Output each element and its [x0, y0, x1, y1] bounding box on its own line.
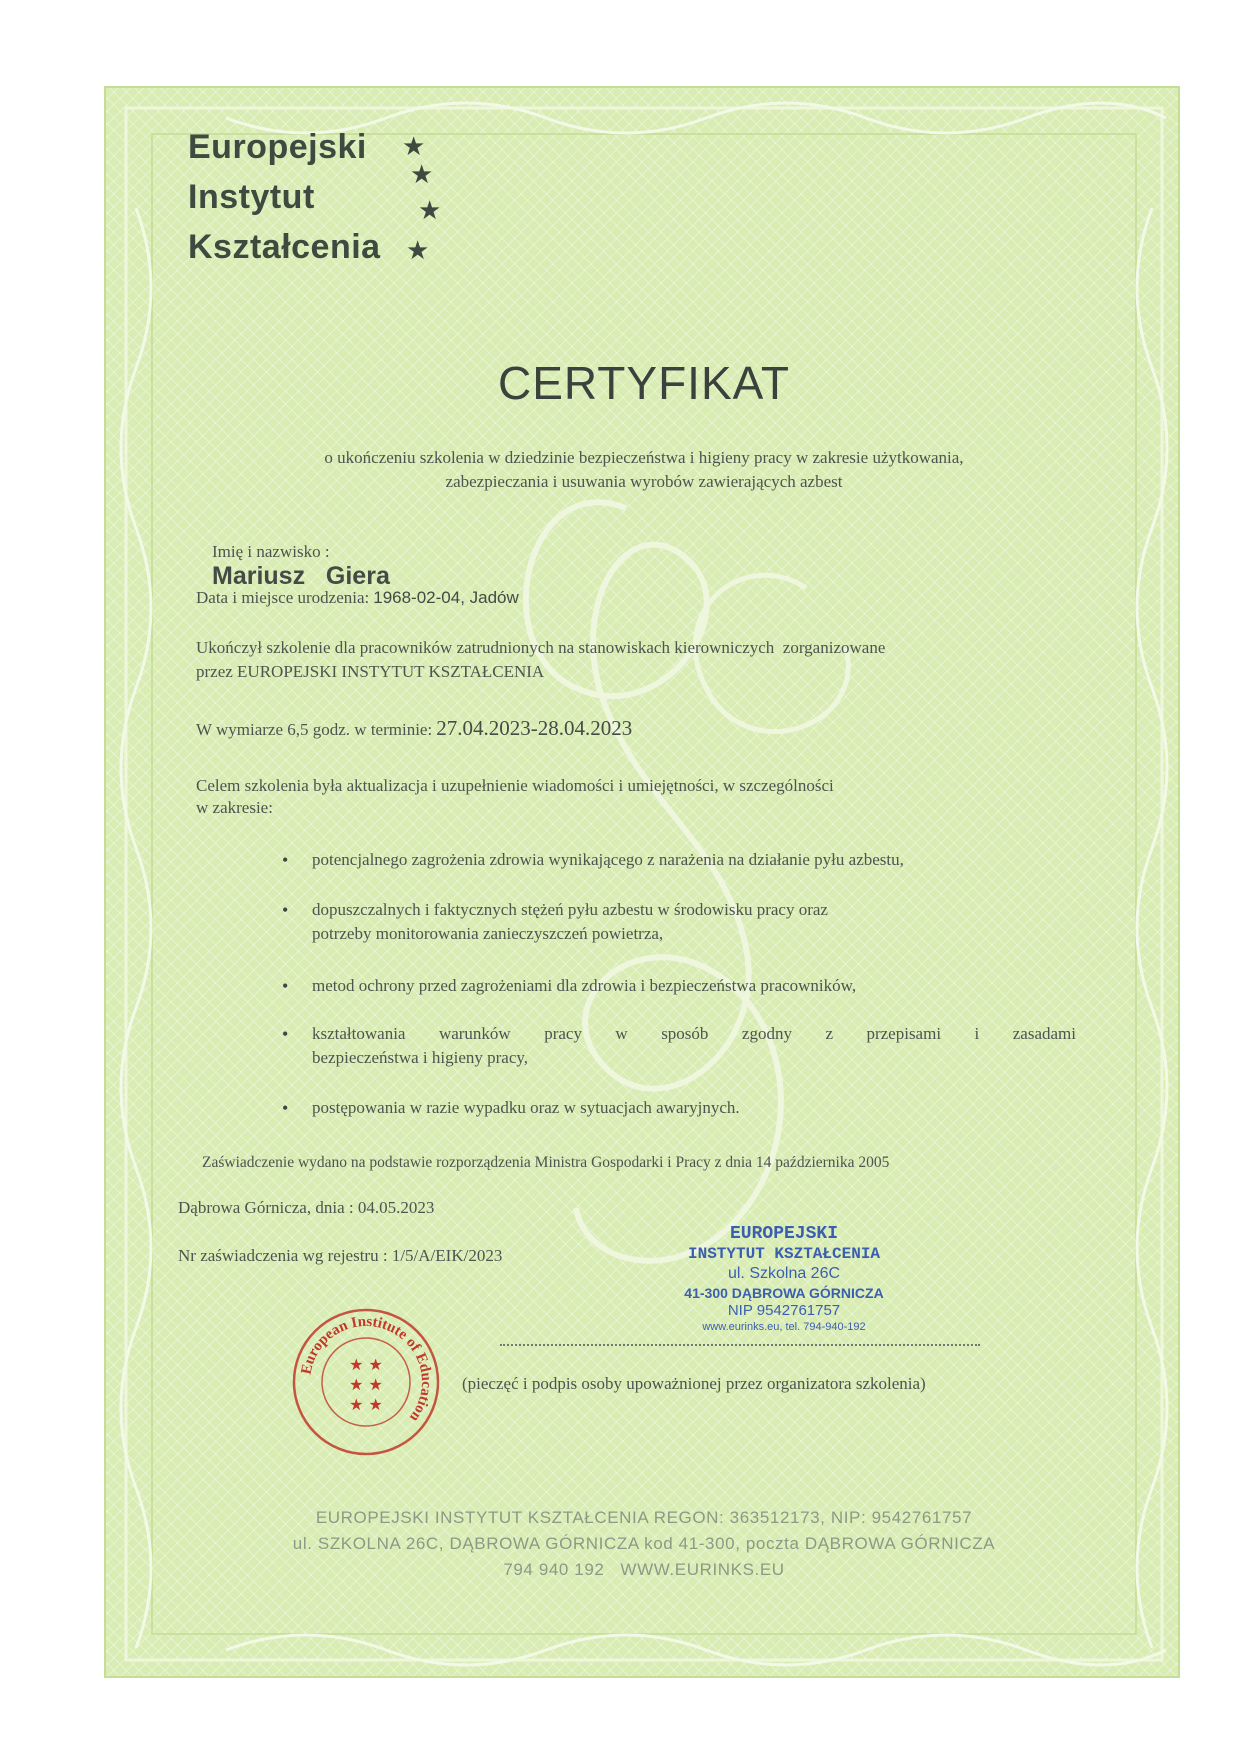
seal-star-icon: ★ ★	[349, 1355, 383, 1374]
footer-line-1: EUROPEJSKI INSTYTUT KSZTAŁCENIA REGON: 363512173, NIP: 9542761757	[315, 1508, 973, 1527]
logo-star-icon: ★	[406, 236, 430, 265]
stamp-line-1: EUROPEJSKI	[729, 1224, 839, 1244]
birth-label: Data i miejsce urodzenia:	[196, 588, 370, 607]
subtitle-line-1: o ukończeniu szkolenia w dziedzinie bezpieczeństwa i higieny pracy w zakresie użytkowania,	[324, 448, 964, 467]
birth-value: 1968-02-04, Jadów	[373, 588, 519, 607]
organizer-stamp	[634, 1224, 934, 1334]
name-value: Mariusz Giera	[212, 562, 390, 590]
seal-star-icon: ★ ★	[349, 1395, 383, 1414]
registry-label: Nr zaświadczenia wg rejestru :	[178, 1246, 388, 1265]
signature-line	[500, 1344, 980, 1346]
certificate-sheet	[104, 86, 1180, 1678]
course-line-1: Ukończył szkolenie dla pracowników zatrudnionych na stanowiskach kierowniczych zorganizowane	[196, 638, 886, 657]
duration-row	[196, 716, 632, 741]
logo-line-ksztalcenia: Kształcenia	[188, 228, 381, 266]
topic-item: kształtowania warunków pracy w sposób zgodny z przepisami i zasadami	[312, 1024, 1076, 1043]
issue-label: Dąbrowa Górnicza, dnia :	[178, 1198, 354, 1217]
issue-date: 04.05.2023	[357, 1198, 435, 1217]
logo-line-europejski: Europejski	[188, 128, 367, 166]
logo-star-icon: ★	[410, 160, 434, 189]
footer-line-3: 794 940 192 WWW.EURINKS.EU	[503, 1560, 785, 1579]
name-label: Imię i nazwisko :	[212, 542, 330, 561]
bullet-icon: •	[282, 850, 289, 870]
topic-item-continuation: bezpieczeństwa i higieny pracy,	[312, 1048, 529, 1067]
signature-caption: (pieczęć i podpis osoby upoważnionej przez organizatora szkolenia)	[462, 1374, 926, 1393]
logo-line-instytut: Instytut	[188, 178, 315, 216]
subtitle-line-2: zabezpieczania i usuwania wyrobów zawierających azbest	[445, 472, 843, 491]
footer-line-2: ul. SZKOLNA 26C, DĄBROWA GÓRNICZA kod 41-300, poczta DĄBROWA GÓRNICZA	[292, 1534, 996, 1553]
topic-item-continuation: potrzeby monitorowania zanieczyszczeń powietrza,	[312, 924, 664, 943]
document-title: CERTYFIKAT	[498, 357, 790, 409]
topic-item: metod ochrony przed zagrożeniami dla zdrowia i bezpieczeństwa pracowników,	[312, 976, 857, 995]
seal-star-icon: ★ ★	[349, 1375, 383, 1394]
stamp-line-5: NIP 9542761757	[727, 1302, 841, 1319]
topic-item: postępowania w razie wypadku oraz w sytuacjach awaryjnych.	[312, 1098, 740, 1117]
purpose-line-2: w zakresie:	[196, 798, 273, 817]
duration-label: W wymiarze 6,5 godz. w terminie:	[196, 720, 433, 739]
registry-value: 1/5/A/EIK/2023	[391, 1246, 503, 1265]
bullet-icon: •	[282, 1024, 289, 1044]
birth-row	[196, 588, 519, 608]
institute-seal	[286, 1302, 446, 1462]
topic-item: dopuszczalnych i faktycznych stężeń pyłu azbestu w środowisku pracy oraz	[312, 900, 828, 919]
seal-ring-text: European Institute of Education	[298, 1313, 435, 1425]
stamp-line-4: 41-300 DĄBROWA GÓRNICZA	[684, 1285, 884, 1301]
logo-star-icon: ★	[402, 132, 426, 161]
issue-row	[178, 1198, 434, 1218]
stamp-line-6: www.eurinks.eu, tel. 794-940-192	[702, 1321, 866, 1333]
purpose-line-1: Celem szkolenia była aktualizacja i uzupełnienie wiadomości i umiejętności, w szczególności	[196, 776, 834, 795]
logo-star-icon: ★	[418, 196, 442, 225]
stamp-line-2: INSTYTUT KSZTAŁCENIA	[687, 1245, 881, 1263]
bullet-icon: •	[282, 900, 289, 920]
course-line-2: przez EUROPEJSKI INSTYTUT KSZTAŁCENIA	[196, 662, 545, 681]
bullet-icon: •	[282, 976, 289, 996]
decorative-border	[106, 88, 1182, 1680]
stamp-line-3: ul. Szkolna 26C	[727, 1265, 841, 1282]
bullet-icon: •	[282, 1098, 289, 1118]
duration-value: 27.04.2023-28.04.2023	[436, 716, 633, 740]
topic-item: potencjalnego zagrożenia zdrowia wynikającego z narażenia na działanie pyłu azbestu,	[312, 850, 904, 869]
legal-basis: Zaświadczenie wydano na podstawie rozporządzenia Ministra Gospodarki i Pracy z dnia 14 października 2005	[202, 1154, 890, 1171]
registry-row	[178, 1246, 502, 1266]
